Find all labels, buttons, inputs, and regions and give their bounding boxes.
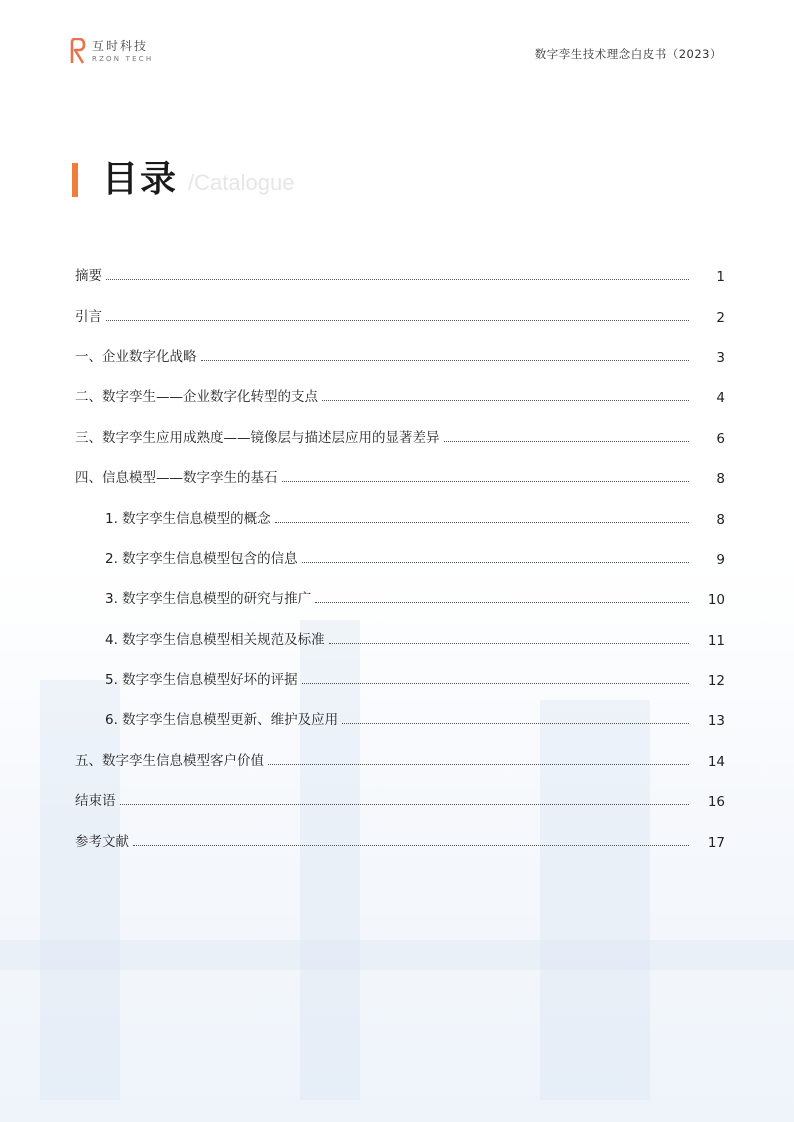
toc-entry-title: 6. 数字孪生信息模型更新、维护及应用	[105, 712, 339, 729]
toc-entry-title: 参考文献	[75, 833, 129, 850]
toc-entry-title: 1. 数字孪生信息模型的概念	[105, 510, 271, 527]
toc-page-number: 8	[716, 471, 725, 488]
toc-entry-section-4-6[interactable]	[75, 698, 725, 738]
toc-entry-title: 3. 数字孪生信息模型的研究与推广	[105, 591, 312, 608]
toc-leader-dots	[329, 642, 689, 644]
company-logo	[70, 38, 153, 66]
toc-entry-title: 摘要	[75, 268, 102, 285]
page-header	[0, 0, 794, 80]
logo-r-icon	[70, 38, 86, 66]
toc-leader-dots	[444, 440, 690, 442]
toc-leader-dots	[275, 521, 689, 523]
toc-heading-english: /Catalogue	[188, 170, 295, 195]
toc-entry-title: 2. 数字孪生信息模型包含的信息	[105, 550, 298, 567]
toc-entry-title: 5. 数字孪生信息模型好坏的评据	[105, 672, 298, 689]
toc-page-number: 8	[716, 511, 725, 528]
toc-entry-references[interactable]	[75, 819, 725, 859]
toc-entry-title: 引言	[75, 308, 102, 325]
logo-chinese-name: 互时科技	[92, 39, 149, 53]
table-of-contents	[75, 254, 725, 860]
toc-entry-chapter-3[interactable]	[75, 416, 725, 456]
toc-page-number: 11	[707, 632, 725, 649]
toc-entry-title: 四、信息模型——数字孪生的基石	[75, 470, 278, 487]
toc-leader-dots	[315, 601, 689, 603]
toc-page-number: 17	[707, 834, 725, 851]
toc-entry-section-4-1[interactable]	[75, 496, 725, 536]
toc-entry-chapter-4[interactable]	[75, 456, 725, 496]
toc-leader-dots	[322, 399, 689, 401]
toc-page-number: 14	[707, 753, 725, 770]
toc-page-number: 2	[716, 309, 725, 326]
toc-page-number: 9	[716, 551, 725, 568]
toc-page-number: 10	[707, 592, 725, 609]
toc-page-number: 4	[716, 390, 725, 407]
document-title: 数字孪生技术理念白皮书（2023）	[534, 47, 722, 61]
heading-accent-bar	[72, 163, 78, 197]
toc-entry-title: 4. 数字孪生信息模型相关规范及标准	[105, 631, 325, 648]
toc-entry-section-4-3[interactable]	[75, 577, 725, 617]
toc-leader-dots	[201, 359, 690, 361]
toc-heading	[72, 158, 294, 202]
toc-entry-conclusion[interactable]	[75, 779, 725, 819]
toc-entry-title: 结束语	[75, 793, 116, 810]
toc-entry-section-4-2[interactable]	[75, 537, 725, 577]
toc-entry-summary[interactable]	[75, 254, 725, 294]
toc-leader-dots	[106, 278, 689, 280]
toc-leader-dots	[106, 319, 689, 321]
toc-leader-dots	[268, 763, 689, 765]
toc-page-number: 3	[716, 349, 725, 366]
toc-entry-chapter-1[interactable]	[75, 335, 725, 375]
toc-heading-chinese: 目录	[102, 159, 179, 200]
toc-leader-dots	[282, 480, 690, 482]
toc-entry-title: 三、数字孪生应用成熟度——镜像层与描述层应用的显著差异	[75, 429, 440, 446]
toc-page-number: 6	[716, 430, 725, 447]
toc-leader-dots	[302, 561, 689, 563]
toc-leader-dots	[302, 682, 689, 684]
toc-page-number: 16	[707, 794, 725, 811]
toc-entry-section-4-5[interactable]	[75, 658, 725, 698]
toc-page-number: 12	[707, 673, 725, 690]
toc-entry-title: 五、数字孪生信息模型客户价值	[75, 752, 264, 769]
toc-entry-title: 二、数字孪生——企业数字化转型的支点	[75, 389, 318, 406]
toc-entry-chapter-5[interactable]	[75, 739, 725, 779]
logo-english-name: RZON TECH	[92, 55, 154, 63]
toc-entry-section-4-4[interactable]	[75, 618, 725, 658]
toc-leader-dots	[133, 844, 689, 846]
toc-page-number: 13	[707, 713, 725, 730]
toc-leader-dots	[342, 722, 689, 724]
toc-entry-title: 一、企业数字化战略	[75, 348, 197, 365]
toc-page-number: 1	[716, 269, 725, 286]
toc-leader-dots	[120, 803, 690, 805]
toc-entry-introduction[interactable]	[75, 294, 725, 334]
toc-entry-chapter-2[interactable]	[75, 375, 725, 415]
